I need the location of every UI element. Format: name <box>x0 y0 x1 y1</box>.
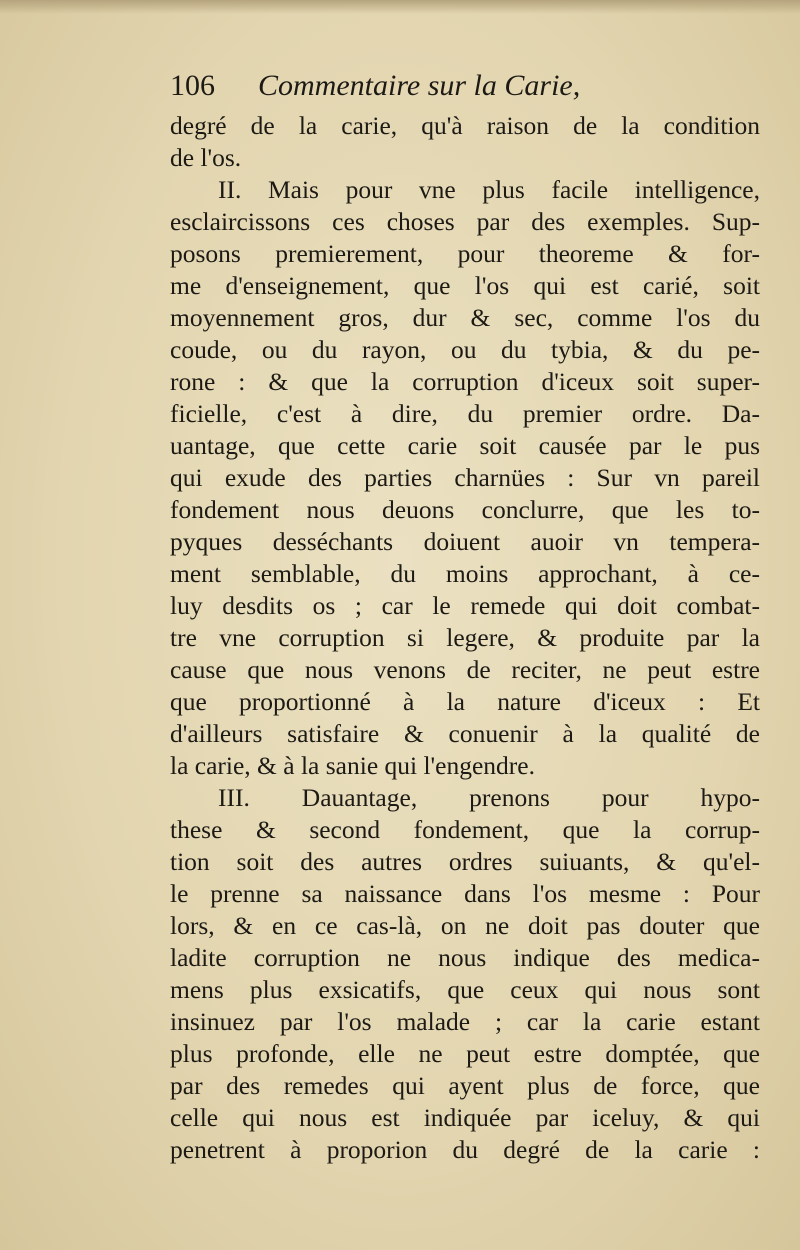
text-line: penetrent à proporion du degré de la carie : <box>170 1135 760 1164</box>
text-line: tion soit des autres ordres suiuants, & qu'el- <box>170 847 760 876</box>
page-number: 106 <box>170 69 215 102</box>
text-line: these & second fondement, que la corrup- <box>170 815 760 844</box>
text-line: que proportionné à la nature d'iceux : Et <box>170 687 760 716</box>
text-line: par des remedes qui ayent plus de force, que <box>170 1071 760 1100</box>
text-line: me d'enseignement, que l'os qui est carié, soit <box>170 271 760 300</box>
text-line: uantage, que cette carie soit causée par le pus <box>170 431 760 460</box>
text-line: plus profonde, elle ne peut estre domptée, que <box>170 1039 760 1068</box>
running-title: Commentaire sur la Carie, <box>258 69 581 102</box>
text-line: la carie, & à la sanie qui l'engendre. <box>170 751 535 780</box>
text-line: ment semblable, du moins approchant, à ce- <box>170 559 760 588</box>
text-line: tre vne corruption si legere, & produite par la <box>170 623 760 652</box>
text-line: le prenne sa naissance dans l'os mesme : Pour <box>170 879 760 908</box>
text-line: ficielle, c'est à dire, du premier ordre. Da- <box>170 399 760 428</box>
text-line: insinuez par l'os malade ; car la carie estant <box>170 1007 760 1036</box>
text-line: rone : & que la corruption d'iceux soit super- <box>170 367 760 396</box>
page-edge-shadow <box>0 0 800 14</box>
text-line: qui exude des parties charnües : Sur vn pareil <box>170 463 760 492</box>
text-line: lors, & en ce cas-là, on ne doit pas douter que <box>170 911 760 940</box>
text-line: coude, ou du rayon, ou du tybia, & du pe- <box>170 335 760 364</box>
text-line: luy desdits os ; car le remede qui doit combat- <box>170 591 760 620</box>
text-line: ladite corruption ne nous indique des medica- <box>170 943 760 972</box>
text-line: fondement nous deuons conclurre, que les to- <box>170 495 760 524</box>
text-line: de l'os. <box>170 143 242 172</box>
text-line: esclaircissons ces choses par des exemples. Sup- <box>170 207 760 236</box>
text-line: degré de la carie, qu'à raison de la condition <box>170 111 760 140</box>
text-line: pyques desséchants doiuent auoir vn tempera- <box>170 527 760 556</box>
text-line: posons premierement, pour theoreme & for- <box>170 239 760 268</box>
paragraph-start-line: III. Dauantage, prenons pour hypo- <box>218 783 760 812</box>
paragraph-start-line: II. Mais pour vne plus facile intelligence, <box>218 175 760 204</box>
text-line: moyennement gros, dur & sec, comme l'os du <box>170 303 760 332</box>
page-header <box>170 66 670 106</box>
text-line: cause que nous venons de reciter, ne peut estre <box>170 655 760 684</box>
text-line: d'ailleurs satisfaire & conuenir à la qualité de <box>170 719 760 748</box>
body-text <box>170 110 760 1166</box>
text-line: mens plus exsicatifs, que ceux qui nous sont <box>170 975 760 1004</box>
text-line: celle qui nous est indiquée par iceluy, & qui <box>170 1103 760 1132</box>
